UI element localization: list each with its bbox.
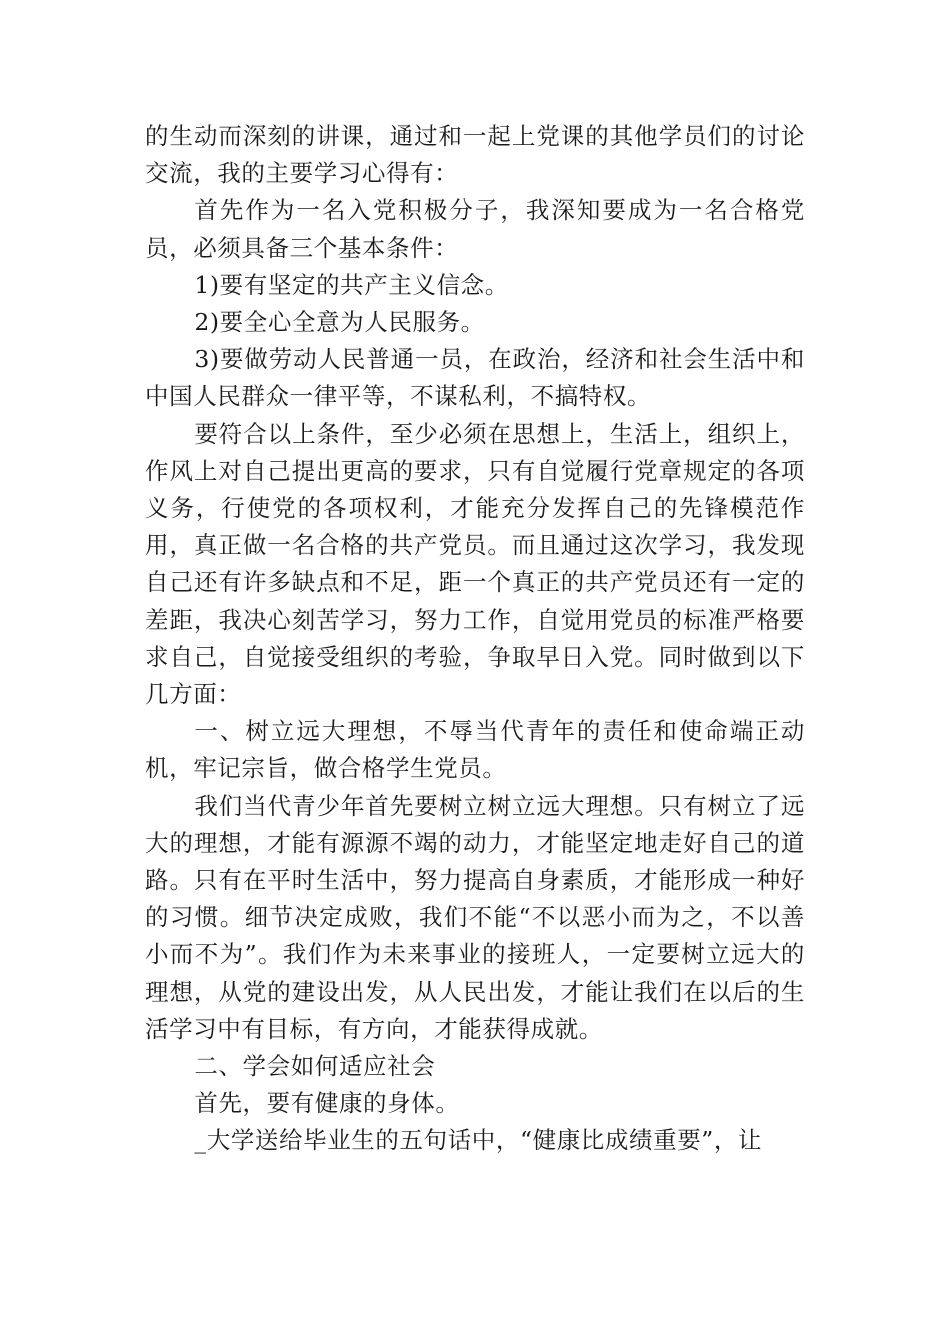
paragraph-requirements: 要符合以上条件，至少必须在思想上，生活上，组织上，作风上对自己提出更高的要求，只有自觉履行党章规定的各项义务，行使党的各项权利，才能充分发挥自己的先锋模范作用，真正做一名合格的共产党员。而且通过这次学习，我发现自己还有许多缺点和不足，距一个真正的共产党员还有一定的差距，我决心刻苦学习，努力工作，自觉用党员的标准严格要求自己，自觉接受组织的考验，争取早日入党。同时做到以下几方面： [145, 419, 805, 709]
list-item-condition-1: 1)要有坚定的共产主义信念。 [194, 270, 509, 299]
paragraph-conditions-intro: 首先作为一名入党积极分子，我深知要成为一名合格党员，必须具备三个基本条件： [145, 196, 805, 262]
document-body [145, 118, 805, 1160]
paragraph-continuation: 的生动而深刻的讲课，通过和一起上党课的其他学员们的讨论交流，我的主要学习心得有： [145, 122, 805, 188]
section-heading-2: 二、学会如何适应社会 [194, 1052, 436, 1081]
list-item-condition-2: 2)要全心全意为人民服务。 [194, 308, 485, 337]
paragraph-ideals: 我们当代青少年首先要树立树立远大理想。只有树立了远大的理想，才能有源源不竭的动力，才能坚定地走好自己的道路。只有在平时生活中，努力提高自身素质，才能形成一种好的习惯。细节决定成败，我们不能“不以恶小而为之，不以善小而不为”。我们作为未来事业的接班人，一定要树立远大的理想，从党的建设出发，从人民出发，才能让我们在以后的生活学习中有目标，有方向，才能获得成就。 [145, 791, 805, 1043]
list-item-condition-3: 3)要做劳动人民普通一员，在政治，经济和社会生活中和中国人民群众一律平等，不谋私利，不搞特权。 [145, 345, 805, 411]
paragraph-health-heading: 首先，要有健康的身体。 [194, 1089, 460, 1118]
paragraph-health-quote: _大学送给毕业生的五句话中，“健康比成绩重要”，让 [194, 1126, 763, 1155]
section-heading-1: 一、树立远大理想，不辱当代青年的责任和使命端正动机，牢记宗旨，做合格学生党员。 [145, 717, 805, 783]
